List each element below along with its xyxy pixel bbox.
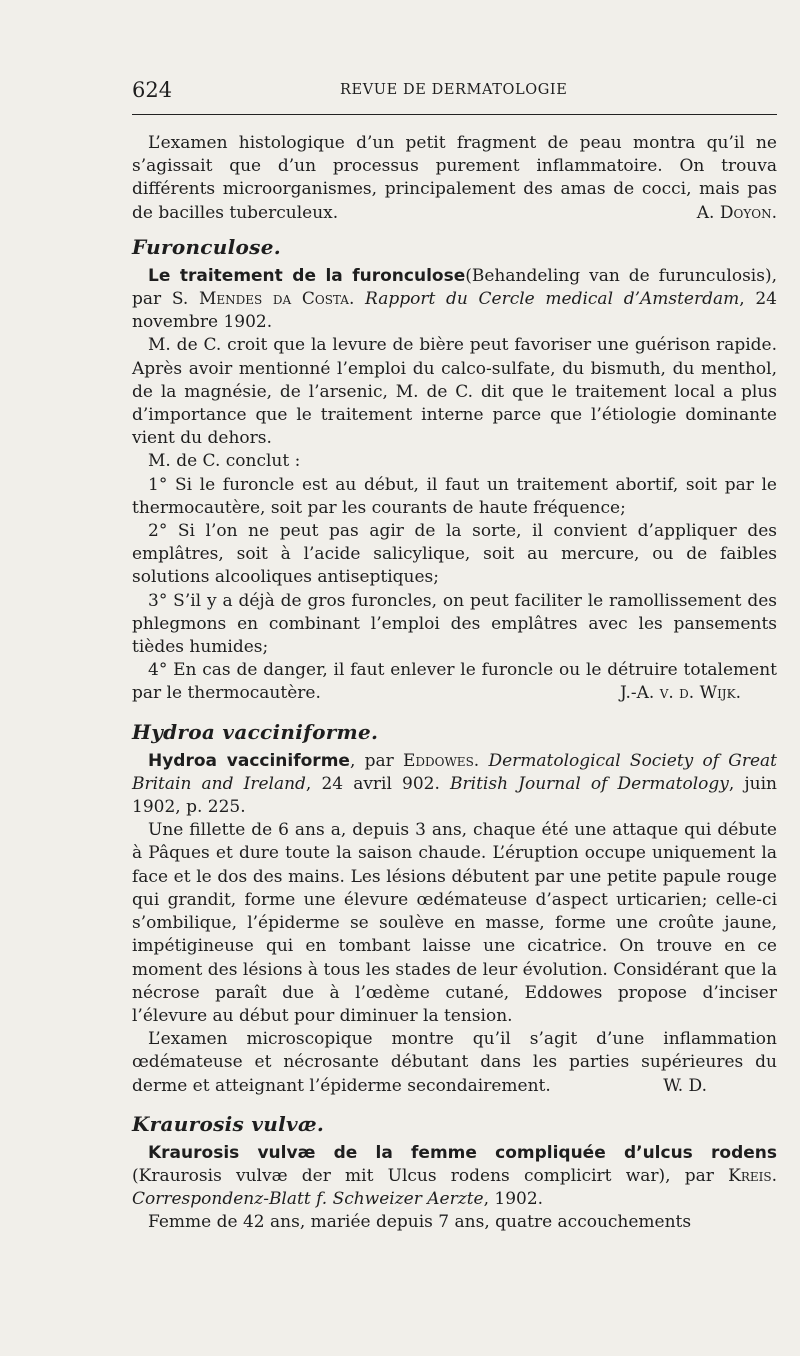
section-heading-furonculose: Furonculose. <box>132 234 282 259</box>
reference-author: Eddowes <box>402 750 474 771</box>
header-rule <box>132 114 777 115</box>
reference-text: . <box>348 289 366 310</box>
reference-journal: Rapport du Cercle medical d’Amsterdam <box>365 289 740 310</box>
reference-text: , par <box>349 750 403 771</box>
reference-text: . <box>771 1165 777 1186</box>
signature: A. Doyon. <box>696 202 777 223</box>
reference-text: , 1902. <box>483 1189 544 1210</box>
paragraph <box>132 1028 777 1098</box>
running-title: REVUE DE DERMATOLOGIE <box>340 82 568 98</box>
paragraph <box>132 132 777 225</box>
paragraph: Une fillette de 6 ans a, depuis 3 ans, chaque été une attaque qui débute à Pâques et dure toute la saison chaude. L’éruption occupe uniquement la face et le dos des mains. Les lésions débutent par une petite papule rouge qui grandit, forme une élevure œdémateuse d’aspect urticarien; celle-ci s’ombilique, l’épiderme se soulève en masse, forme une croûte jaune, impétigineuse qui en tombant laisse une cicatrice. On trouve en ce moment des lésions à tous les stades de leur évolution. Considérant que la nécrose paraît due à l’œdème cutané, Eddowes propose d’inciser l’élevure au début pour diminuer la tension. <box>132 820 777 1026</box>
reference-text: (Kraurosis vulvæ der mit Ulcus rodens complicirt war), par <box>132 1165 729 1186</box>
paragraph: M. de C. croit que la levure de bière peut favoriser une guérison rapide. Après avoir mentionné l’emploi du calco-sulfate, du bismuth, du menthol, de la magnésie, de l’arsenic, M. de C. dit que le traitement local a plus d’importance que le traitement interne parce que l’étiologie dominante vient du dehors. <box>132 335 777 449</box>
paragraph: 3° S’il y a déjà de gros furoncles, on peut faciliter le ramollissement des phlegmons en combinant l’emploi des emplâtres avec les pansements tièdes humides; <box>132 590 777 658</box>
paragraph-text: 4° En cas de danger, il faut enlever le furoncle ou le détruire totalement par le thermocautère. <box>132 660 777 704</box>
reference <box>132 1142 777 1212</box>
running-header <box>132 72 777 108</box>
paragraph: M. de C. conclut : <box>148 451 301 472</box>
reference-text: , 24 avril 902. <box>305 773 451 794</box>
reference-author: Mendes da Costa <box>198 289 349 310</box>
reference-title: Le traitement de la furonculose <box>148 265 466 286</box>
reference-text: , juin 1902, p. 225. <box>132 773 777 818</box>
section-heading-hydroa: Hydroa vacciniforme. <box>132 719 379 744</box>
reference-text: , 24 novembre 1902. <box>132 289 777 333</box>
paragraph <box>132 659 777 705</box>
reference-text: (Behandeling van de furunculosis), par S. <box>132 265 777 310</box>
signature: J.-A. v. d. Wijk. <box>619 683 741 704</box>
reference-title: Kraurosis vulvæ de la femme compliquée d’ulcus rodens <box>148 1142 777 1163</box>
paragraph: 1° Si le furoncle est au début, il faut un traitement abortif, soit par le thermocautère, soit par les courants de haute fréquence; <box>132 474 777 518</box>
reference-title: Hydroa vacciniforme <box>148 750 350 771</box>
reference-journal: British Journal of Dermatology <box>450 773 729 794</box>
signature: W. D. <box>663 1075 707 1096</box>
reference <box>132 750 777 820</box>
reference-journal: Dermatological Society of Great Britain and Ireland <box>132 750 778 794</box>
paragraph-text: L’examen microscopique montre qu’il s’agit d’une inflammation œdémateuse et nécrosante débutant dans les parties supérieures du derme et atteignant l’épiderme secondairement. <box>132 1029 777 1096</box>
paragraph: 2° Si l’on ne peut pas agir de la sorte, il convient d’appliquer des emplâtres, soit à l’acide salicylique, soit au mercure, ou de faibles solutions alcooliques antiseptiques; <box>132 521 777 588</box>
paragraph-text: L’examen histologique d’un petit fragment de peau montra qu’il ne s’agissait que d’un processus purement inflammatoire. On trouva différents microorganismes, principalement des amas de cocci, mais pas de bacilles tuberculeux. <box>132 133 777 223</box>
page-number: 624 <box>132 78 173 102</box>
reference-author: Kreis <box>728 1165 772 1186</box>
paragraph: Femme de 42 ans, mariée depuis 7 ans, quatre accouchements <box>148 1212 692 1233</box>
section-heading-kraurosis: Kraurosis vulvæ. <box>132 1111 325 1136</box>
reference <box>132 265 777 335</box>
page <box>132 72 778 1233</box>
reference-text: . <box>473 750 489 771</box>
reference-journal: Correspondenz-Blatt f. Schweizer Aerzte <box>132 1189 484 1210</box>
article-body <box>132 132 777 1235</box>
